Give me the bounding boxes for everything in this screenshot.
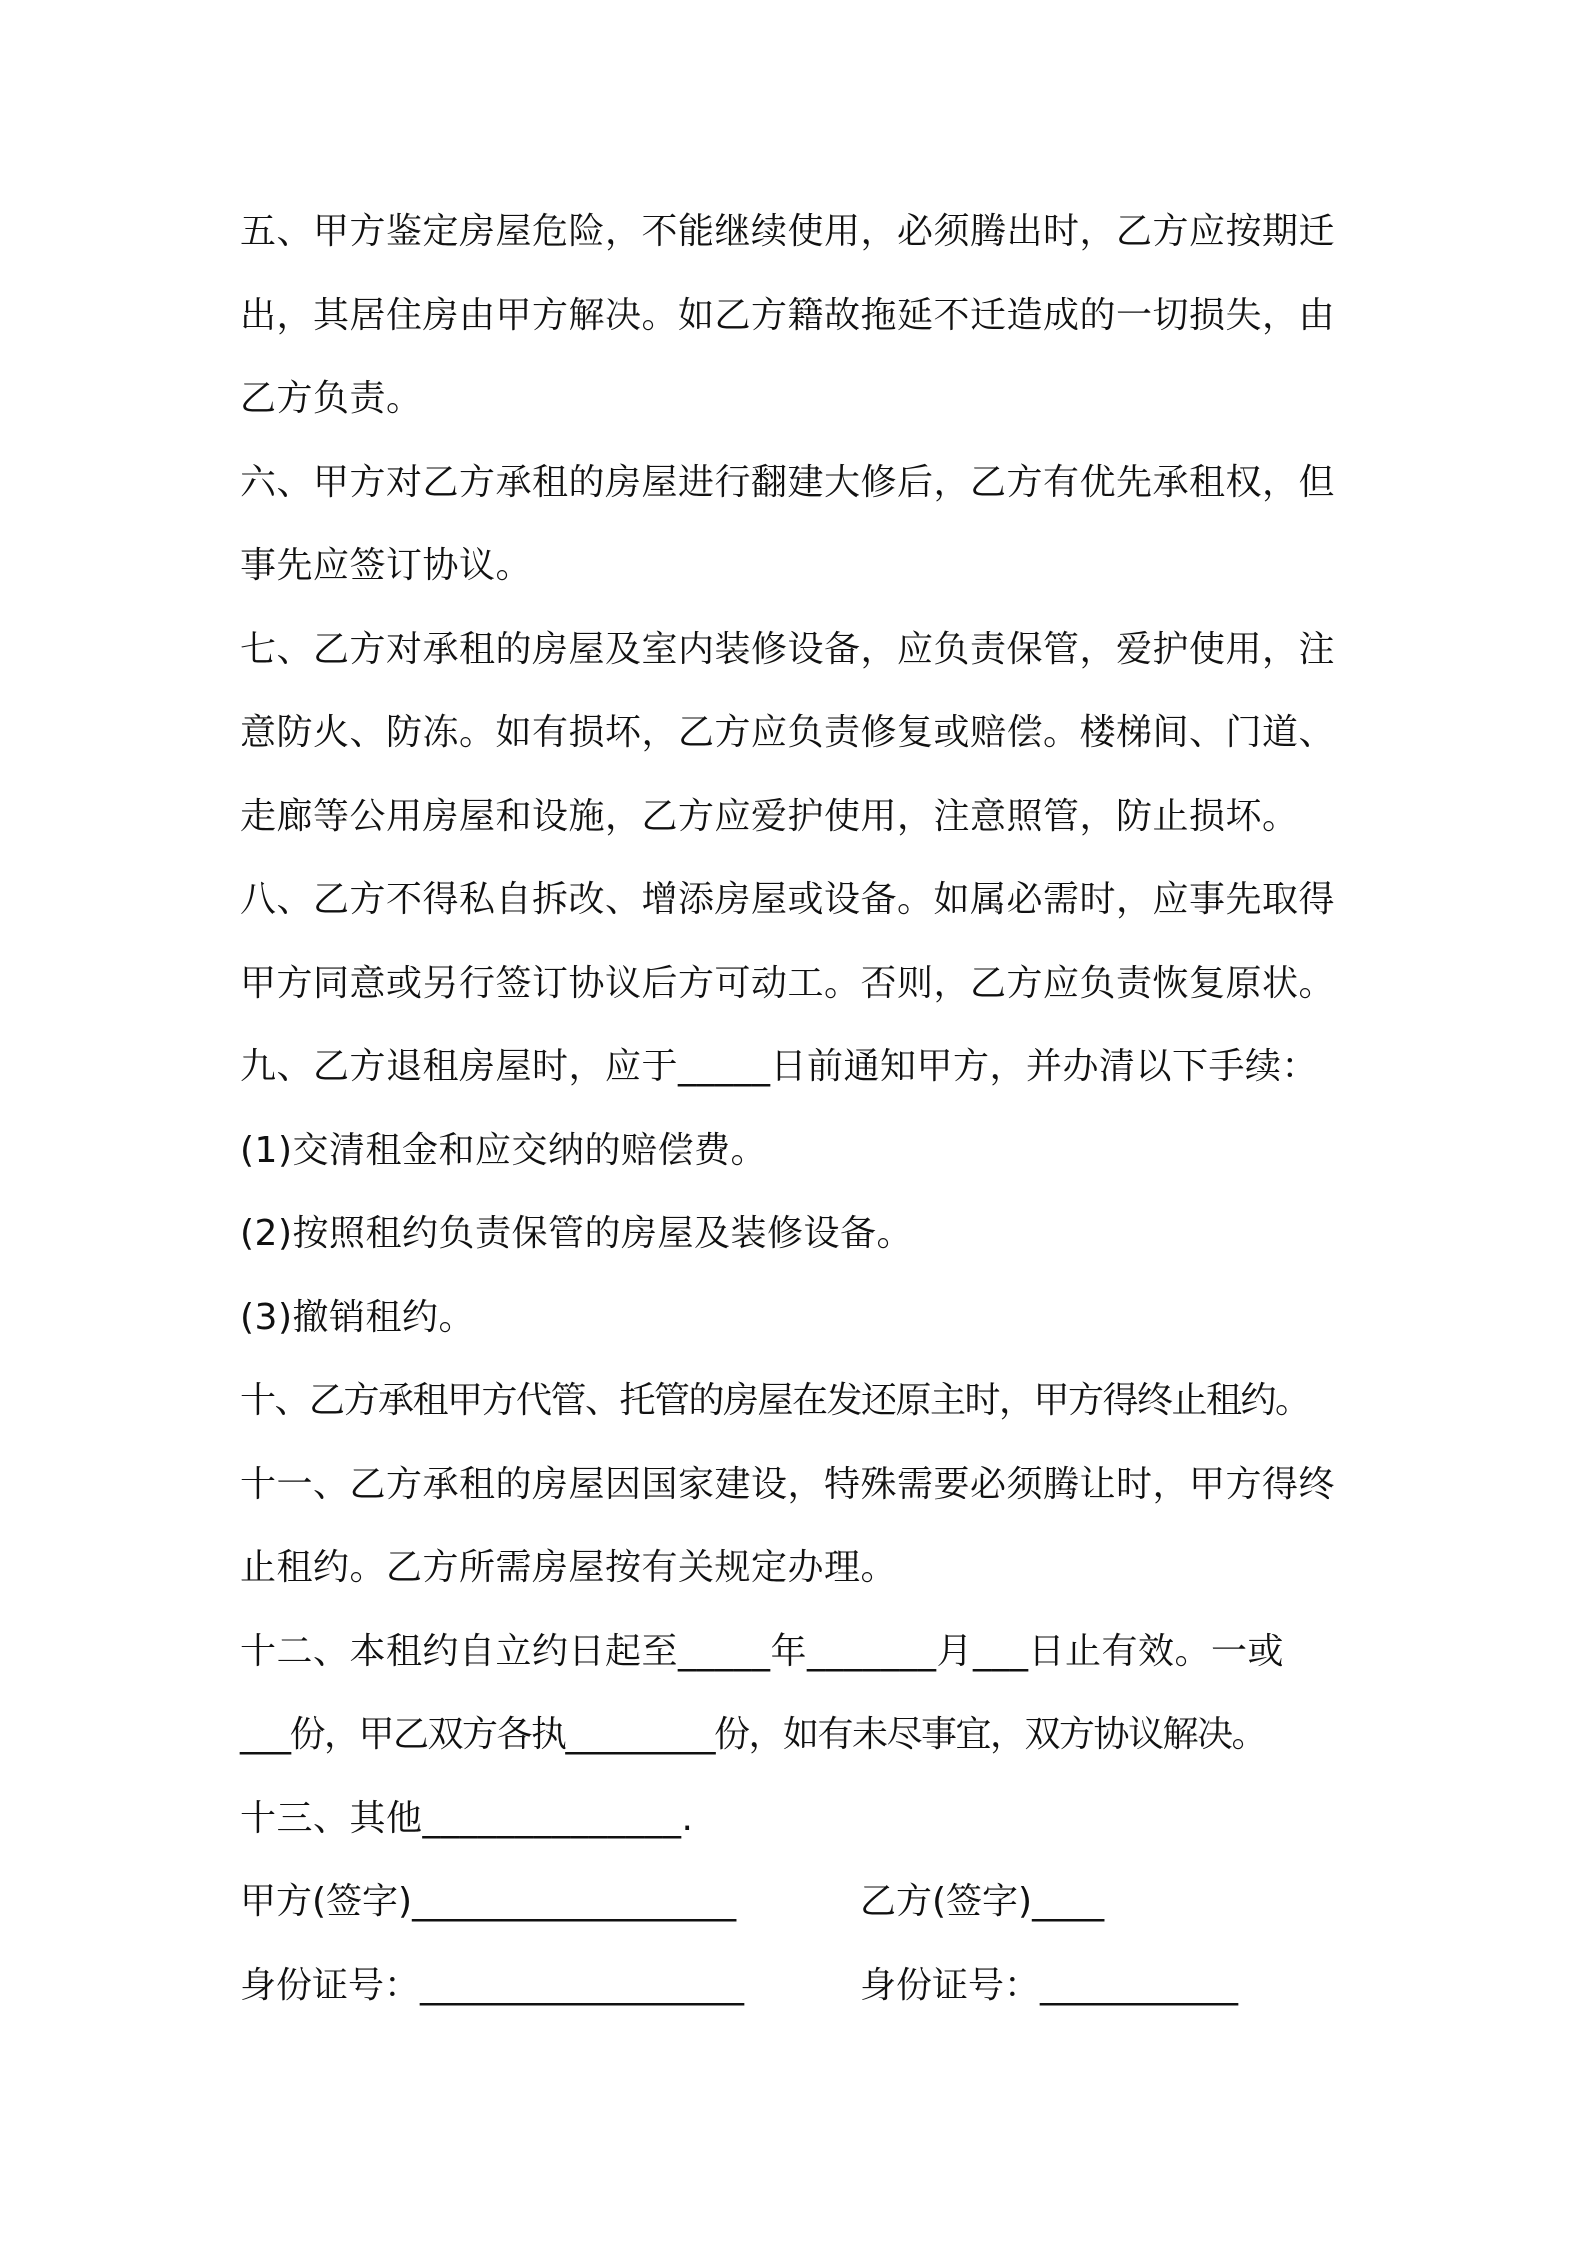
signature-row [240, 1860, 1360, 1944]
clause-6-line-1: 六、甲方对乙方承租的房屋进行翻建大修后，乙方有优先承租权，但 [240, 461, 1336, 503]
clause-11-line-2: 止租约。乙方所需房屋按有关规定办理。 [240, 1547, 898, 1588]
clause-7-line-3: 走廊等公用房屋和设施，乙方应爱护使用，注意照管，防止损坏。 [240, 795, 1299, 837]
clause-9-line-1: 九、乙方退租房屋时，应于_____日前通知甲方，并办清以下手续： [240, 1046, 1319, 1087]
party-b-signature-field[interactable]: 乙方(签字)____ [860, 1881, 1105, 1922]
clause-9-item-2: (2)按照租约负责保管的房屋及装修设备。 [240, 1213, 913, 1254]
clause-5-line-1: 五、甲方鉴定房屋危险，不能继续使用，必须腾出时，乙方应按期迁 [240, 211, 1336, 252]
party-a-signature-field[interactable]: 甲方(签字)__________________ [240, 1881, 737, 1922]
clause-7-line-2: 意防火、防冻。如有损坏，乙方应负责修复或赔偿。楼梯间、门道、 [240, 712, 1336, 753]
clause-9-item-3: (3)撤销租约。 [240, 1296, 475, 1338]
party-a-id-field[interactable]: 身份证号：__________________ [240, 1964, 745, 2006]
clause-5-line-3: 乙方负责。 [240, 378, 423, 419]
id-number-row [240, 1944, 1360, 2028]
clause-5-line-2: 出，其居住房由甲方解决。如乙方籍故拖延不迁造成的一切损失，由 [240, 294, 1336, 336]
clause-12-line-2: ___份，甲乙双方各执_________份，如有未尽事宜，双方协议解决。 [240, 1714, 1267, 1755]
clause-11-line-1: 十一、乙方承租的房屋因国家建设，特殊需要必须腾让时，甲方得终 [240, 1463, 1336, 1505]
clause-12-line-1: 十二、本租约自立约日起至_____年_______月___日止有效。一或 [240, 1630, 1285, 1672]
document-page [240, 190, 1360, 2027]
clause-10-line-1: 十、乙方承租甲方代管、托管的房屋在发还原主时，甲方得终止租约。 [240, 1380, 1310, 1421]
clause-9-item-1: (1)交清租金和应交纳的赔偿费。 [240, 1129, 767, 1171]
party-b-id-field[interactable]: 身份证号：___________ [860, 1964, 1239, 2006]
clause-13-line-1: 十三、其他______________. [240, 1797, 694, 1839]
clause-8-line-1: 八、乙方不得私自拆改、增添房屋或设备。如属必需时，应事先取得 [240, 879, 1336, 920]
clause-8-line-2: 甲方同意或另行签订协议后方可动工。否则，乙方应负责恢复原状。 [240, 962, 1336, 1004]
clause-7-line-1: 七、乙方对承租的房屋及室内装修设备，应负责保管，爱护使用，注 [240, 628, 1336, 670]
clause-6-line-2: 事先应签订协议。 [240, 545, 533, 586]
